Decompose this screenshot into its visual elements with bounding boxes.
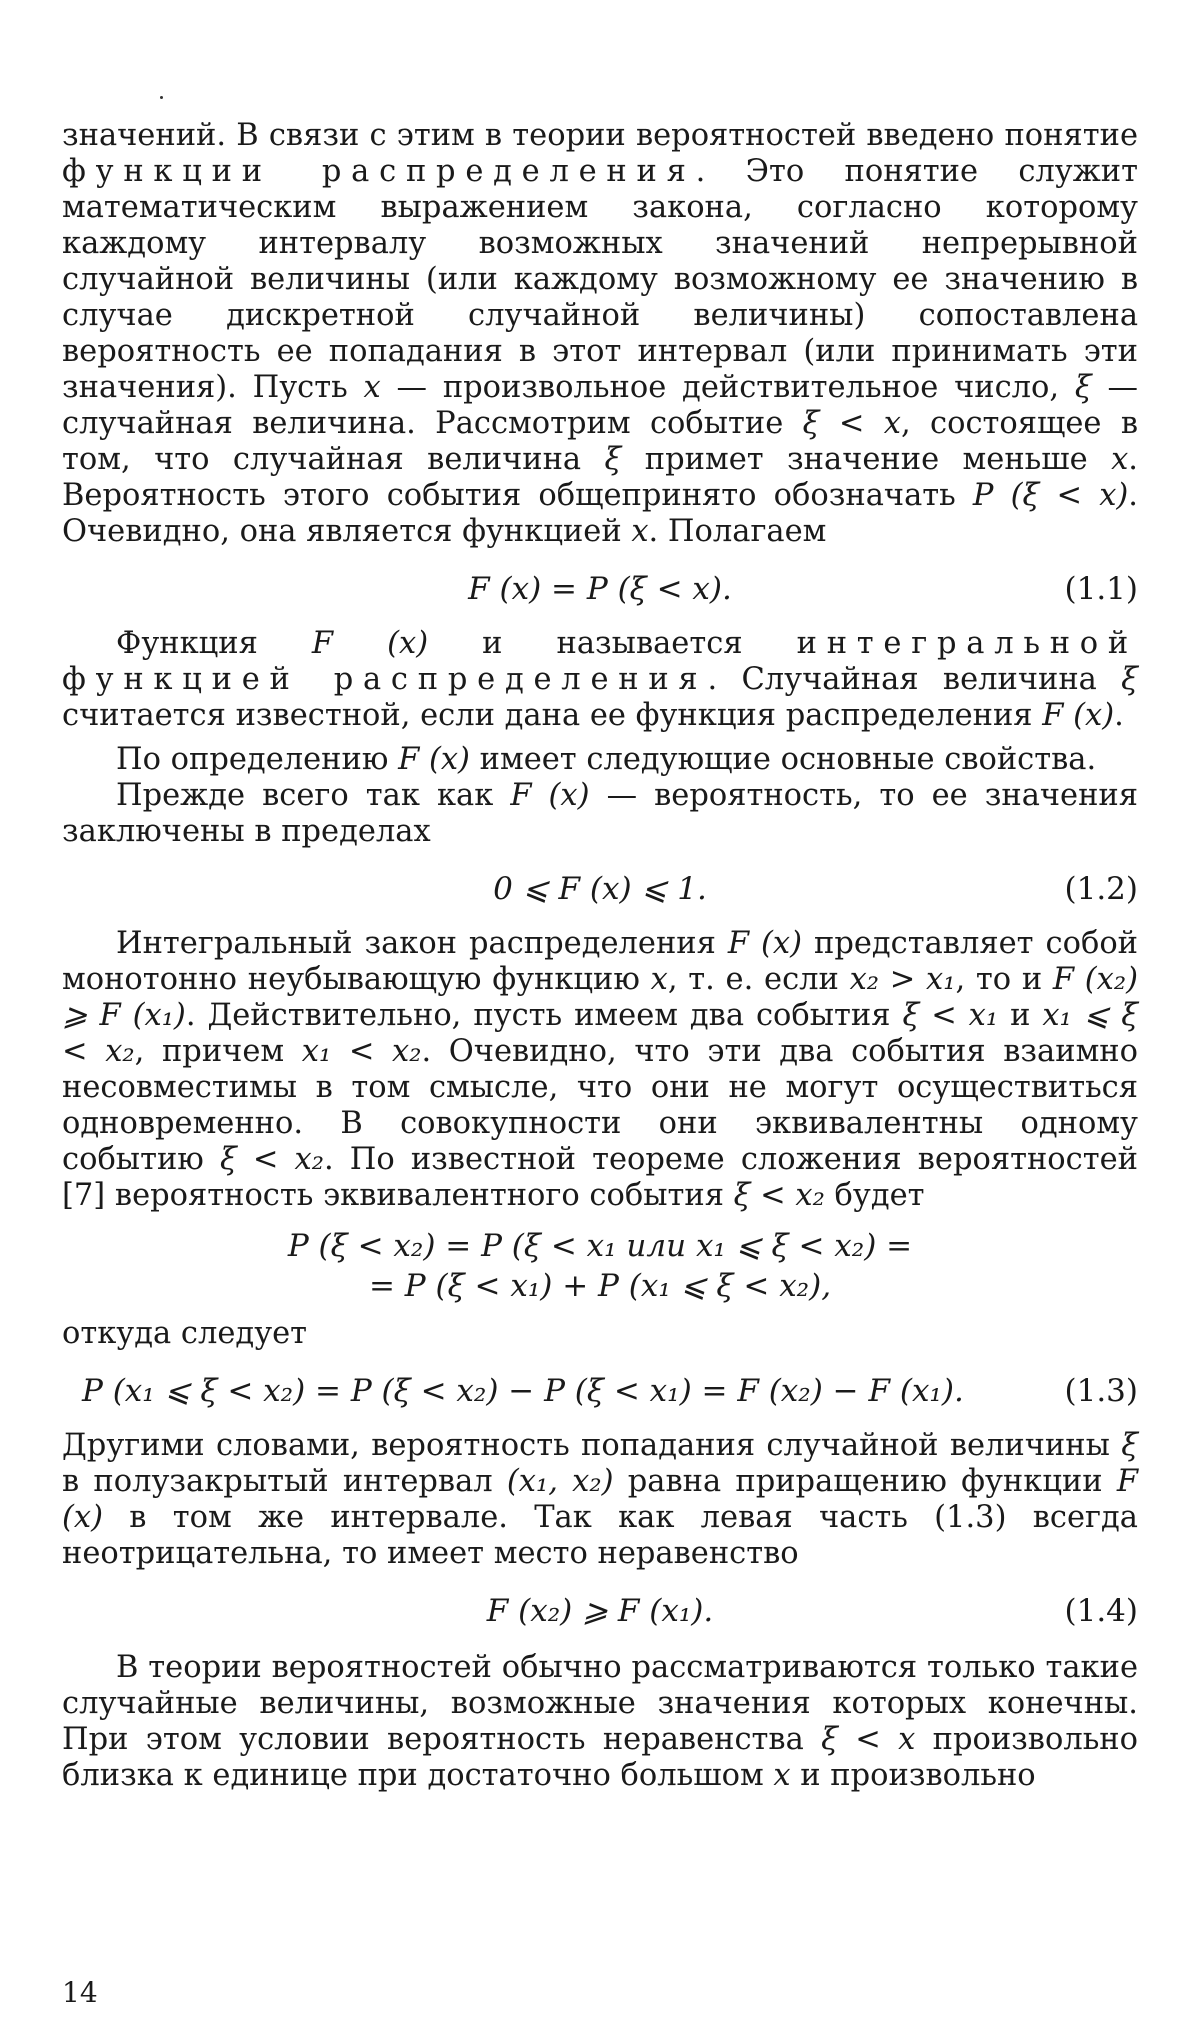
equation-line: = P (ξ < x₁) + P (x₁ ⩽ ξ < x₂), [368,1268,832,1304]
math: F (x) [510,778,590,813]
paragraph-8 [62,1650,1138,1794]
math: ξ < x₂ [219,1142,324,1177]
text: . Очевидно, она является функцией [62,478,1138,549]
equation-body: P (x₁ ⩽ ξ < x₂) = P (ξ < x₂) − P (ξ < x₁) = F (x₂) − F (x₁). [82,1373,964,1409]
text: примет значение меньше [621,442,1112,477]
term-integral-distribution-function: интегральной функцией распределения [62,626,1138,697]
math: (x₁, x₂) [506,1464,614,1499]
text: представляет собой монотонно неубывающую функцию [62,926,1139,997]
equation-addition-theorem [62,1226,1138,1306]
equation-1-3 [62,1366,1138,1416]
math: ξ [1121,1428,1138,1463]
text: . Это понятие служит математическим выражением закона, согласно которому каждому интервалу возможных значений непрерывной случайной величины (или каждому возможному ее значению в случае дискретной случайной величины) сопоставлена вероятность ее попадания в этот интервал (или принимать эти значения). Пусть [62,154,1138,405]
term-distribution-function: функции распределения [62,154,696,189]
text: , состоящее в том, что случайная величина [62,406,1139,477]
equation-body: F (x₂) ⩾ F (x₁). [486,1593,714,1629]
text: . Действительно, пусть имеем два события [185,998,903,1033]
math: ξ < x [802,406,901,441]
text: Прежде всего так как [116,778,511,813]
text: и [998,998,1043,1033]
text: Другими словами, вероятность попадания случайной величины [62,1428,1122,1463]
paragraph-5 [62,926,1138,1214]
math: ξ < x₁ [902,998,999,1033]
text: , т. е. если [667,962,850,997]
math: ξ [1074,370,1092,405]
text: Функция [116,626,312,661]
text: . По известной теореме сложения вероятностей [7] вероятность эквивалентного события [62,1142,1138,1213]
math: x [773,1758,791,1793]
text: Интегральный закон распределения [116,926,728,961]
text: В теории вероятностей обычно рассматриваются только такие случайные величины, возможные значения которых конечны. При этом условии вероятность неравенства [62,1650,1138,1757]
equation-body: F (x) = P (ξ < x). [468,571,732,607]
text: , причем [134,1034,302,1069]
text: произвольно близка к единице при достаточно большом [62,1722,1138,1793]
paragraph-1 [62,118,1138,550]
equation-number: (1.2) [1064,871,1138,907]
text: равна приращению функции [613,1464,1117,1499]
scan-speck [160,96,163,99]
text: в полузакрытый интервал [62,1464,507,1499]
equation-number: (1.3) [1064,1373,1138,1409]
math: F (x) [398,742,470,777]
paragraph-7 [62,1428,1138,1572]
math: x [631,514,649,549]
equation-body: 0 ⩽ F (x) ⩽ 1. [493,871,707,907]
math: ξ [1121,662,1138,697]
math: F (x) [1042,698,1115,733]
math: x [363,370,381,405]
math: x₁ ⩽ ξ < x₂ [62,998,1139,1069]
text: в том же интервале. Так как левая часть (1.3) всегда неотрицательна, то имеет место неравенство [62,1500,1138,1571]
text: . Полагаем [648,514,827,549]
math: P (ξ < x) [972,478,1129,513]
document-page [62,118,1138,1794]
equation-1-4 [62,1586,1138,1636]
text: — произвольное действительное число, [380,370,1075,405]
text: . Случайная величина [707,662,1122,697]
text: , то и [955,962,1053,997]
paragraph-3 [62,742,1138,778]
math: x₁ < x₂ [301,1034,422,1069]
text: — вероятность, то ее значения заключены в пределах [62,778,1139,849]
math: ξ < x [821,1722,916,1757]
math: ξ < x₂ [733,1178,825,1213]
equation-1-2 [62,864,1138,914]
text: имеет следующие основные свойства. [469,742,1097,777]
text: . Очевидно, что эти два события взаимно несовместимы в том смысле, что они не могут осуществиться одновременно. В совокупности они эквивалентны одному событию [62,1034,1138,1177]
math: F (x) [62,1464,1139,1535]
paragraph-2 [62,626,1138,734]
math: x [650,962,668,997]
text: будет [824,1178,925,1213]
math: F (x₂) ⩾ F (x₁) [62,962,1138,1033]
text: — случайная величина. Рассмотрим событие [62,370,1138,441]
math: ξ [604,442,622,477]
text: . Вероятность этого события общепринято обозначать [62,442,1138,513]
text: считается известной, если дана ее функция распределения [62,698,1043,733]
equation-1-1 [62,564,1138,614]
math: x₂ > x₁ [849,962,956,997]
paragraph-4 [62,778,1138,850]
equation-line: P (ξ < x₂) = P (ξ < x₁ или x₁ ⩽ ξ < x₂) = [287,1228,913,1264]
paragraph-6 [62,1316,1138,1352]
math: F (x) [727,926,802,961]
text: По определению [116,742,399,777]
text: . [1114,698,1124,733]
text: значений. В связи с этим в теории вероятностей введено понятие [62,118,1138,153]
page-number: 14 [62,1976,98,2009]
math: x [1111,442,1129,477]
text: и называется [428,626,797,661]
math: F (x) [311,626,429,661]
equation-number: (1.4) [1064,1593,1138,1629]
text: и произвольно [790,1758,1036,1793]
text: откуда следует [62,1316,308,1351]
equation-number: (1.1) [1064,571,1138,607]
